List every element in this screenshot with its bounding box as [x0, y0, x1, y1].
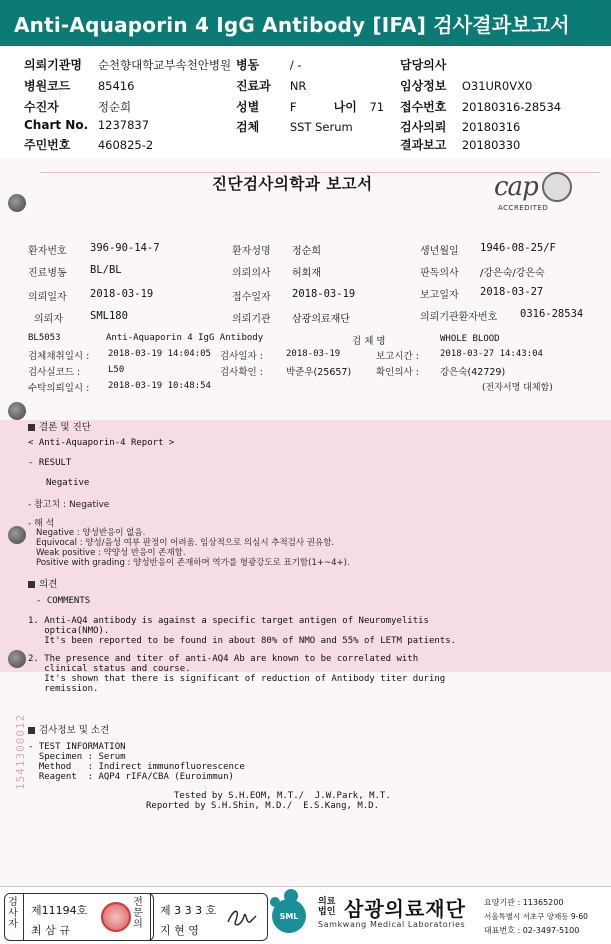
- result-value: Negative: [46, 478, 90, 488]
- chart-label: Chart No.: [24, 118, 89, 132]
- rcv-date-value: 2018-03-19: [292, 288, 356, 300]
- punch-hole-icon: [8, 194, 26, 212]
- exam-date-value: 2018-03-19: [286, 349, 341, 359]
- ward-value: / -: [289, 58, 302, 72]
- specialist-license-no: 제 3 3 3 호: [160, 904, 217, 917]
- specimen-name-label: 검 체 명: [352, 336, 386, 347]
- interpretation-positive: Positive with grading : 양성반응이 존재하며 역가를 형광강도로 표기함(1+~4+).: [36, 558, 350, 568]
- patient-value: 정순희: [97, 100, 132, 114]
- hospital-code-label: 병원코드: [24, 79, 71, 93]
- comment-2-line-1: 2. The presence and titer of anti-AQ4 Ab are known to be correlated with: [28, 654, 419, 664]
- patient-name-value: 정순희: [292, 246, 321, 257]
- specimen-row: [236, 118, 353, 135]
- resident-label: 주민번호: [24, 138, 71, 152]
- interpretation-weak-positive: Weak positive : 약양성 반응이 존재함.: [36, 548, 186, 558]
- req-date-value: 2018-03-19: [90, 288, 154, 300]
- report-time-label: 보고시간 :: [376, 351, 419, 362]
- clinical-row: [400, 77, 532, 94]
- tested-by: Tested by S.H.EOM, M.T./ J.W.Park, M.T.: [174, 791, 391, 801]
- ward-label-report: 진료병동: [28, 268, 67, 279]
- req-doctor-value: 허회재: [292, 268, 321, 279]
- receipt-label: 접수번호: [400, 100, 447, 114]
- req-org-no-value: 0316-28534: [520, 308, 584, 320]
- patient-no-value: 396-90-14-7: [90, 242, 160, 254]
- request-label: 검사의뢰: [400, 120, 447, 134]
- test-info-method: Method : Indirect immunofluorescence: [28, 762, 245, 772]
- report-date-label: 결과보고: [400, 138, 447, 152]
- chart-value: 1237837: [97, 118, 150, 132]
- sex-label: 성별: [236, 100, 260, 114]
- age-value: 71: [369, 100, 385, 114]
- dept-label: 진료과: [236, 79, 271, 93]
- receipt-value: 20180316-28534: [461, 100, 562, 114]
- comment-2-line-4: remission.: [28, 684, 99, 694]
- hospital-code-row: [24, 77, 134, 94]
- interpretation-negative: Negative : 양성반응이 없음.: [36, 528, 146, 538]
- specimen-label: 검체: [236, 120, 260, 134]
- footer: [0, 886, 611, 944]
- reading-doctor-value: /강은숙/강은숙: [480, 268, 545, 279]
- cap-accredited-text: ACCREDITED: [498, 204, 549, 212]
- reference-line: - 참고치 : Negative: [28, 500, 110, 510]
- scanned-report: [0, 158, 611, 886]
- examiner-divider: [23, 894, 24, 940]
- age-label: 나이: [333, 100, 357, 114]
- comment-1-line-2: optica(NMO).: [28, 626, 110, 636]
- confirm-doctor-value: 강은숙(42729): [440, 367, 506, 378]
- patient-name-label: 환자성명: [232, 246, 271, 257]
- specimen-value: SST Serum: [289, 120, 353, 134]
- reported-by: Reported by S.H.Shin, M.D./ E.S.Kang, M.D.: [146, 801, 379, 811]
- section-info-heading: [28, 722, 109, 736]
- receipt-row: [400, 98, 561, 115]
- section-opinion-label: 의견: [39, 579, 58, 590]
- resident-row: [24, 136, 153, 153]
- report-subhead: < Anti-Aquaporin-4 Report >: [28, 438, 175, 448]
- facility-code: 요양기관 : 11365200: [484, 898, 564, 907]
- dob-label: 생년월일: [420, 246, 459, 257]
- specialist-box: [128, 893, 268, 941]
- rcv-date-label: 접수일자: [232, 292, 271, 303]
- req-org-no-label: 의뢰기관환자번호: [420, 312, 498, 323]
- comments-head: - COMMENTS: [36, 596, 91, 606]
- sex-row: [236, 98, 384, 115]
- result-head: - RESULT: [28, 458, 72, 468]
- comment-1-line-3: It's been reported to be found in about 80% of NMO and 55% of LETM patients.: [28, 636, 457, 646]
- order-time-value: 2018-03-19 10:48:54: [108, 381, 211, 391]
- examiner-label: 검사자: [8, 897, 18, 930]
- test-info-reagent: Reagent : AQP4 rIFA/CBA (Euroimmun): [28, 772, 234, 782]
- dob-value: 1946-08-25/F: [480, 242, 556, 254]
- ward-label: 병동: [236, 58, 260, 72]
- doctor-label: 담당의사: [400, 58, 447, 72]
- institution-value: 순천향대학교부속천안병원: [97, 58, 232, 72]
- confirm-doctor-label: 확인의사 :: [376, 367, 419, 378]
- org-english-name: Samkwang Medical Laboratories: [318, 920, 466, 929]
- examiner-name: 최 삼 규: [31, 924, 70, 937]
- test-name: Anti-Aquaporin 4 IgG Antibody: [106, 333, 264, 343]
- report-heading: 진단검사의학과 보고서: [212, 174, 373, 193]
- interpretation-equivocal: Equivocal : 양성/음성 여부 판정이 어려움. 임상적으로 의심시 추적검사 권유함.: [36, 538, 335, 548]
- rpt-date-value: 2018-03-27: [480, 286, 544, 298]
- cap-logo-text: cap: [494, 172, 538, 202]
- section-result-heading: [28, 419, 91, 433]
- hospital-code-value: 85416: [97, 79, 135, 93]
- chart-row: [24, 118, 149, 132]
- doctor-row: [400, 56, 450, 73]
- specialist-name: 지 현 영: [160, 924, 199, 937]
- comment-2-line-2: clinical status and course.: [28, 664, 191, 674]
- collect-label: 검체채취일시 :: [28, 351, 90, 362]
- institution-row: [24, 56, 231, 73]
- specialist-divider: [150, 894, 151, 940]
- confirm-value: 박준우(25657): [286, 367, 352, 378]
- exam-date-label: 검사일자 :: [220, 351, 263, 362]
- request-row: [400, 118, 520, 135]
- patient-no-label: 환자번호: [28, 246, 67, 257]
- req-org-value: 삼광의료재단: [292, 314, 350, 325]
- section-bullet-icon: [28, 424, 35, 431]
- test-info-specimen: Specimen : Serum: [28, 752, 126, 762]
- resident-value: 460825-2: [97, 138, 154, 152]
- org-prefix: 의료법인: [318, 897, 336, 917]
- clinical-value: O31UR0VX0: [461, 79, 533, 93]
- comment-1-line-1: 1. Anti-AQ4 antibody is against a specific target antigen of Neuromyelitis: [28, 616, 429, 626]
- cap-seal-icon: [542, 172, 572, 202]
- examiner-license-no: 제11194호: [31, 904, 88, 917]
- examiner-seal-icon: [101, 902, 131, 932]
- room-code-value: L50: [108, 365, 125, 375]
- dept-row: [236, 77, 306, 94]
- collect-value: 2018-03-19 14:04:05: [108, 349, 211, 359]
- rpt-date-label: 보고일자: [420, 290, 459, 301]
- request-value: 20180316: [461, 120, 521, 134]
- specialist-label: 전문의: [133, 897, 143, 930]
- order-time-label: 수탁의뢰일시 :: [28, 383, 90, 394]
- cap-logo: [490, 170, 574, 212]
- side-barcode-number: 1541300012: [14, 713, 27, 790]
- esign-note: (전자서명 대체함): [482, 383, 553, 393]
- report-time-value: 2018-03-27 14:43:04: [440, 349, 543, 359]
- comment-2-line-3: It's shown that there is significant of reduction of Antibody titer during: [28, 674, 446, 684]
- report-date-value: 20180330: [461, 138, 521, 152]
- req-doctor-label: 의뢰의사: [232, 268, 271, 279]
- patient-label: 수진자: [24, 100, 59, 114]
- clinical-label: 임상정보: [400, 79, 447, 93]
- org-phone: 대표번호 : 02-3497-5100: [484, 926, 580, 935]
- ward-value-report: BL/BL: [90, 264, 122, 276]
- section-bullet-icon: [28, 581, 35, 588]
- section-opinion-heading: [28, 576, 57, 590]
- section-result-label: 결론 및 진단: [39, 422, 91, 433]
- interpretation-head: - 해 석: [28, 519, 55, 529]
- org-address: 서울특별시 서초구 양재동 9-60: [484, 912, 588, 921]
- report-title: Anti-Aquaporin 4 IgG Antibody [IFA] 검사결과보고서: [0, 0, 611, 46]
- room-code-label: 검사실코드 :: [28, 367, 81, 378]
- sml-logo-icon: SML: [272, 899, 306, 933]
- test-code: BL5053: [28, 333, 61, 343]
- section-bullet-icon: [28, 727, 35, 734]
- req-date-label: 의뢰일자: [28, 292, 67, 303]
- punch-hole-icon: [8, 526, 26, 544]
- punch-hole-icon: [8, 402, 26, 420]
- signature-icon: [224, 904, 260, 932]
- report-date-row: [400, 136, 520, 153]
- institution-label: 의뢰기관명: [24, 58, 82, 72]
- requester-label: 의뢰자: [34, 314, 63, 325]
- patient-row: [24, 98, 131, 115]
- section-info-label: 검사정보 및 소견: [39, 725, 110, 736]
- specimen-name-value: WHOLE BLOOD: [440, 334, 500, 344]
- dept-value: NR: [289, 79, 307, 93]
- org-name: 삼광의료재단: [344, 897, 466, 921]
- requester-value: SML180: [90, 310, 128, 322]
- sex-value: F: [289, 100, 297, 114]
- test-info-head: - TEST INFORMATION: [28, 742, 126, 752]
- confirm-label: 검사확인 :: [220, 367, 263, 378]
- reading-doctor-label: 판독의사: [420, 268, 459, 279]
- punch-hole-icon: [8, 650, 26, 668]
- req-org-label: 의뢰기관: [232, 314, 271, 325]
- ward-row: [236, 56, 302, 73]
